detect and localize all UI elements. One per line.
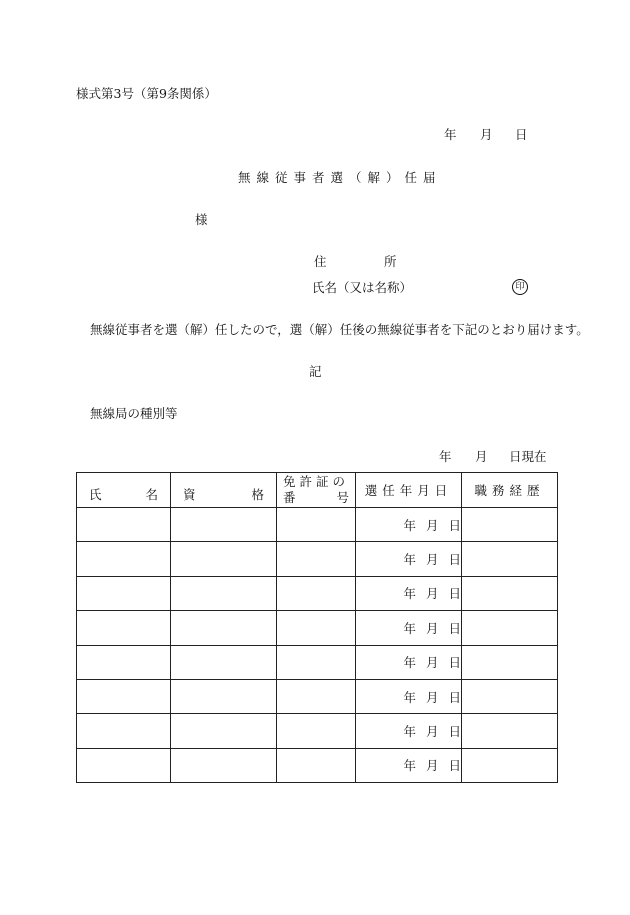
- cell-day: 日: [448, 724, 461, 740]
- table-row: [77, 576, 558, 610]
- header-day: 日: [515, 127, 528, 142]
- body-text: 無線従事者を選（解）任したので，選（解）任後の無線従事者を下記のとおり届けます。: [90, 322, 589, 337]
- cell-year: 年: [403, 724, 416, 740]
- address-label-1: 住: [314, 254, 327, 269]
- name-label: 氏名（又は名称）: [312, 280, 413, 295]
- cell-name[interactable]: [77, 679, 171, 713]
- header-month: 月: [480, 127, 493, 142]
- cell-day: 日: [448, 689, 461, 705]
- cell-license-number[interactable]: [277, 748, 356, 782]
- cell-qualification[interactable]: [171, 611, 277, 645]
- asof-year: 年: [439, 449, 452, 464]
- cell-month: 月: [425, 724, 439, 740]
- cell-month: 月: [425, 517, 439, 533]
- header-license-1: 免許証の: [282, 474, 349, 490]
- cell-license-number[interactable]: [277, 611, 356, 645]
- cell-appointed-date[interactable]: [356, 645, 462, 679]
- cell-year: 年: [403, 655, 416, 671]
- cell-appointed-date[interactable]: [356, 679, 462, 713]
- header-appointed-date: 選任年月日: [356, 473, 462, 508]
- cell-name[interactable]: [77, 542, 171, 576]
- cell-career[interactable]: [462, 542, 558, 576]
- header-license-number: [277, 473, 356, 508]
- table-row: [77, 679, 558, 713]
- cell-year: 年: [403, 517, 416, 533]
- cell-career[interactable]: [462, 679, 558, 713]
- form-number: 様式第3号（第9条関係）: [76, 86, 217, 101]
- table-header-row: [77, 473, 558, 508]
- cell-appointed-date[interactable]: [356, 576, 462, 610]
- header-qual-1: 資: [183, 487, 196, 502]
- cell-month: 月: [425, 758, 439, 774]
- cell-career[interactable]: [462, 645, 558, 679]
- cell-year: 年: [403, 586, 416, 602]
- table-row: [77, 508, 558, 542]
- cell-month: 月: [425, 689, 439, 705]
- cell-career[interactable]: [462, 748, 558, 782]
- cell-career[interactable]: [462, 714, 558, 748]
- cell-qualification[interactable]: [171, 748, 277, 782]
- cell-qualification[interactable]: [171, 542, 277, 576]
- header-qualification: [171, 473, 277, 508]
- header-qual-2: 格: [251, 487, 264, 502]
- page-title: 無線従事者選（解）任届: [238, 170, 442, 185]
- cell-name[interactable]: [77, 645, 171, 679]
- cell-name[interactable]: [77, 576, 171, 610]
- header-name-1: 氏: [89, 487, 102, 502]
- station-label: 無線局の種別等: [90, 406, 178, 421]
- cell-appointed-date[interactable]: [356, 508, 462, 542]
- cell-day: 日: [448, 517, 461, 533]
- cell-license-number[interactable]: [277, 542, 356, 576]
- cell-appointed-date[interactable]: [356, 611, 462, 645]
- header-name: [77, 473, 171, 508]
- cell-day: 日: [448, 552, 461, 568]
- header-year: 年: [444, 127, 457, 142]
- header-name-2: 名: [145, 487, 158, 502]
- cell-day: 日: [448, 620, 461, 636]
- header-career: 職務経歴: [462, 473, 558, 508]
- table-row: [77, 645, 558, 679]
- address-label-2: 所: [384, 254, 397, 269]
- cell-license-number[interactable]: [277, 714, 356, 748]
- cell-license-number[interactable]: [277, 508, 356, 542]
- header-license-row2: [277, 490, 355, 506]
- appointee-table: [76, 472, 558, 783]
- cell-career[interactable]: [462, 611, 558, 645]
- asof-day: 日現在: [509, 449, 547, 464]
- cell-qualification[interactable]: [171, 714, 277, 748]
- cell-day: 日: [448, 586, 461, 602]
- cell-year: 年: [403, 552, 416, 568]
- cell-qualification[interactable]: [171, 508, 277, 542]
- cell-year: 年: [403, 758, 416, 774]
- cell-name[interactable]: [77, 748, 171, 782]
- addressee-suffix: 様: [195, 212, 208, 227]
- cell-appointed-date[interactable]: [356, 714, 462, 748]
- cell-month: 月: [425, 620, 439, 636]
- cell-license-number[interactable]: [277, 679, 356, 713]
- cell-year: 年: [403, 689, 416, 705]
- cell-name[interactable]: [77, 508, 171, 542]
- cell-license-number[interactable]: [277, 576, 356, 610]
- ki-label: 記: [309, 364, 322, 379]
- cell-month: 月: [425, 552, 439, 568]
- header-license-3: 号: [336, 490, 349, 505]
- cell-day: 日: [448, 758, 461, 774]
- cell-name[interactable]: [77, 714, 171, 748]
- table-row: [77, 714, 558, 748]
- seal-mark: 印: [512, 279, 528, 295]
- cell-year: 年: [403, 620, 416, 636]
- cell-name[interactable]: [77, 611, 171, 645]
- cell-career[interactable]: [462, 508, 558, 542]
- asof-month: 月: [475, 449, 488, 464]
- cell-day: 日: [448, 655, 461, 671]
- cell-qualification[interactable]: [171, 576, 277, 610]
- cell-month: 月: [425, 655, 439, 671]
- cell-license-number[interactable]: [277, 645, 356, 679]
- cell-qualification[interactable]: [171, 645, 277, 679]
- cell-appointed-date[interactable]: [356, 748, 462, 782]
- cell-appointed-date[interactable]: [356, 542, 462, 576]
- cell-month: 月: [425, 586, 439, 602]
- table-row: [77, 611, 558, 645]
- cell-qualification[interactable]: [171, 679, 277, 713]
- table-row: [77, 748, 558, 782]
- table-row: [77, 542, 558, 576]
- cell-career[interactable]: [462, 576, 558, 610]
- header-license-2: 番: [283, 490, 296, 505]
